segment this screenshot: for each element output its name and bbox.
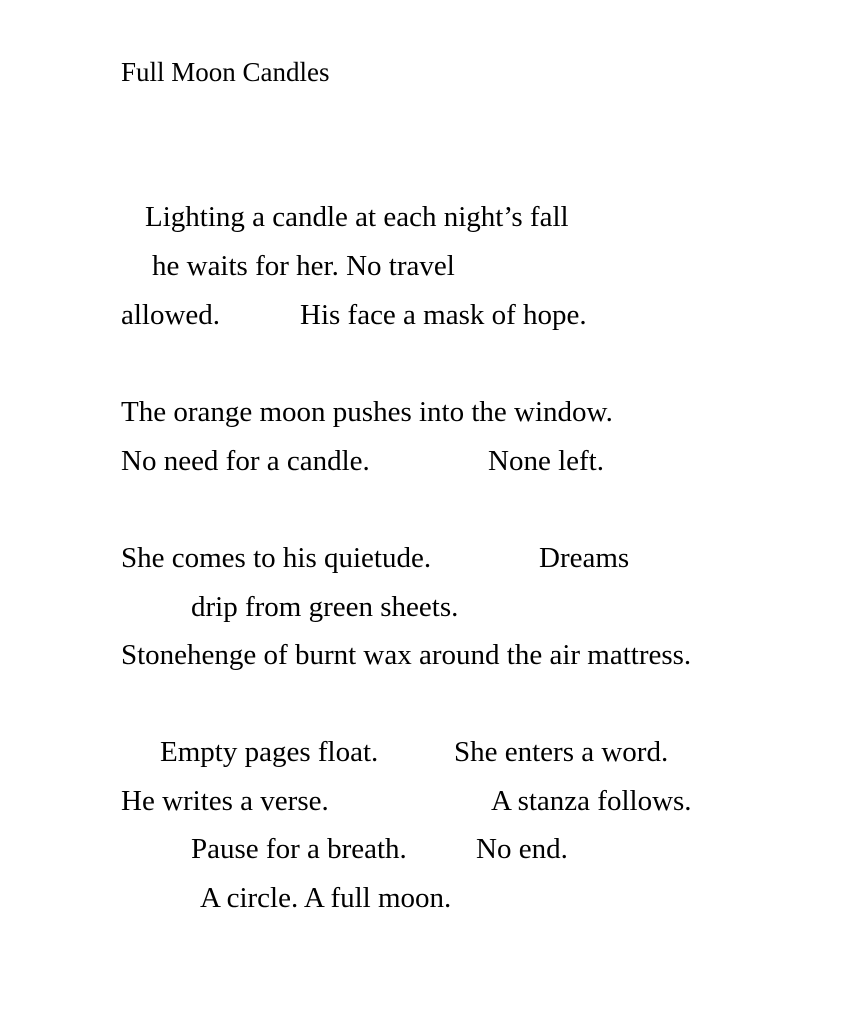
stanza-1-line-3-part-1: allowed. [121, 299, 221, 331]
stanza-1-line-3-part-2: His face a mask of hope. [300, 299, 587, 331]
stanza-4-line-2-part-2: A stanza follows. [491, 785, 692, 817]
stanza-2-line-2-part-1: No need for a candle. [121, 445, 370, 477]
stanza-4-line-2-part-1: He writes a verse. [121, 785, 329, 817]
stanza-4-line-3-part-2: No end. [476, 833, 568, 865]
stanza-4-line-3-part-1: Pause for a breath. [191, 833, 407, 865]
stanza-4-line-1-part-2: She enters a word. [454, 736, 669, 768]
stanza-3-line-1-part-1: She comes to his quietude. [121, 542, 432, 574]
stanza-1-line-1: Lighting a candle at each night’s fall [145, 201, 569, 233]
stanza-4-line-4: A circle. A full moon. [200, 882, 452, 914]
stanza-2-line-2-part-2: None left. [488, 445, 604, 477]
stanza-4-line-1-part-1: Empty pages float. [160, 736, 379, 768]
stanza-3-line-2: drip from green sheets. [191, 591, 459, 623]
stanza-3-line-3: Stonehenge of burnt wax around the air mattress. [121, 639, 692, 671]
stanza-3-line-1-part-2: Dreams [539, 542, 630, 574]
stanza-2-line-1: The orange moon pushes into the window. [121, 396, 613, 428]
stanza-1-line-2: he waits for her. No travel [152, 250, 455, 282]
poem-title: Full Moon Candles [121, 57, 330, 87]
